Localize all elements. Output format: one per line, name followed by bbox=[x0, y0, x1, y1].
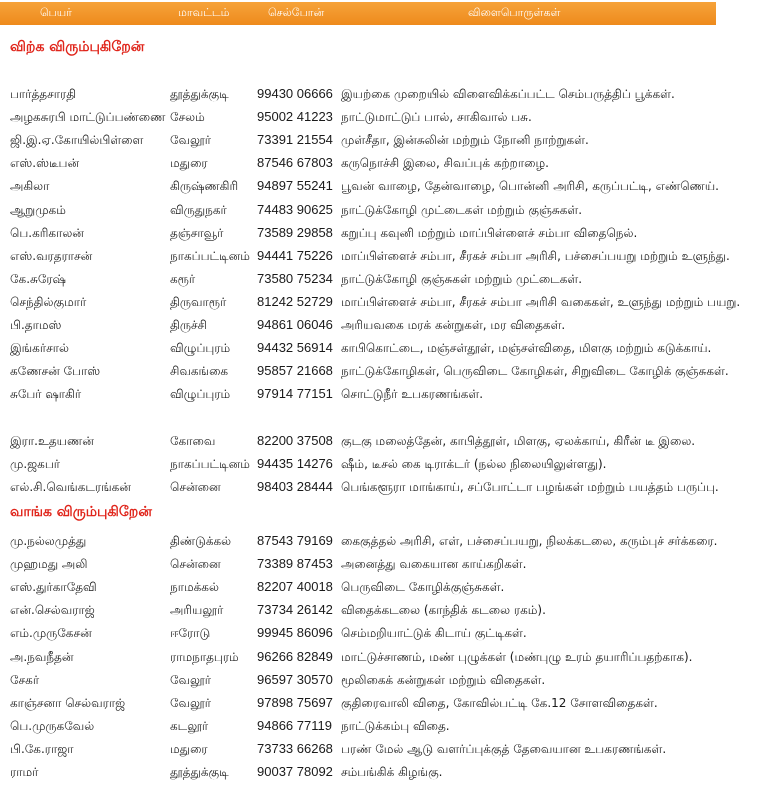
item-cell: விதைக்கடலை (காந்திக் கடலை ரகம்). bbox=[341, 603, 546, 618]
name-cell: பெ.முருகவேல் bbox=[10, 718, 95, 733]
table-row bbox=[0, 577, 760, 600]
table-row bbox=[0, 315, 760, 338]
district-cell: திருச்சி bbox=[170, 318, 207, 332]
phone-cell: 96597 30570 bbox=[257, 671, 333, 687]
item-cell: கைகுத்தல் அரிசி, எள், பச்சைப்பயறு, நிலக்கடலை, கரும்புச் சர்க்கரை. bbox=[341, 534, 718, 548]
district-cell: ராமநாதபுரம் bbox=[170, 649, 239, 664]
name-cell: எம்.முருகேசன் bbox=[10, 626, 92, 641]
name-cell: கே.சுரேஷ் bbox=[10, 271, 66, 286]
table-row bbox=[0, 269, 760, 292]
item-cell: சம்பங்கிக் கிழங்கு. bbox=[341, 765, 443, 779]
name-cell: எஸ்.ஸ்டீபன் bbox=[10, 156, 80, 171]
header-items: விளைபொருள்கள் bbox=[468, 6, 561, 19]
name-cell: எஸ்.வரதராசன் bbox=[10, 248, 93, 263]
table-row bbox=[0, 454, 760, 477]
phone-cell: 94435 14276 bbox=[257, 456, 333, 471]
district-cell: தூத்துக்குடி bbox=[170, 87, 229, 101]
table-row bbox=[0, 670, 760, 693]
item-cell: ஷீம், டீசல் கை டிராக்டர் (நல்ல நிலையிலுள்ளது). bbox=[341, 457, 607, 471]
item-cell: நாட்டுமாட்டுப் பால், சாகிவால் பசு. bbox=[341, 110, 532, 125]
name-cell: எஸ்.துர்காதேவி bbox=[10, 580, 97, 595]
district-cell: சேலம் bbox=[170, 110, 205, 125]
district-cell: திருவாரூர் bbox=[170, 294, 227, 309]
table-row bbox=[0, 716, 760, 739]
item-cell: நாட்டுக்கோழி குஞ்சுகள் மற்றும் முட்டைகள். bbox=[341, 271, 583, 286]
name-cell: சேகர் bbox=[10, 672, 40, 687]
phone-cell: 73389 87453 bbox=[257, 556, 333, 572]
district-cell: நாகப்பட்டினம் bbox=[170, 248, 250, 263]
district-cell: கோவை bbox=[170, 433, 216, 448]
phone-cell: 99945 86096 bbox=[257, 625, 333, 641]
phone-cell: 97898 75697 bbox=[257, 694, 333, 710]
buy-section-title: வாங்க விரும்புகிறேன் bbox=[10, 504, 152, 520]
item-cell: மூலிகைக் கன்றுகள் மற்றும் விதைகள். bbox=[341, 672, 546, 687]
phone-cell: 73734 26142 bbox=[257, 602, 333, 618]
table-row bbox=[0, 431, 760, 454]
name-cell: பி.கே.ராஜா bbox=[10, 741, 74, 756]
district-cell: விழுப்புரம் bbox=[170, 387, 231, 402]
item-cell: காபிகொட்டை, மஞ்சள்தூள், மஞ்சள்விதை, மிளகு மற்றும் கடுக்காய். bbox=[341, 341, 712, 356]
district-cell: தஞ்சாவூர் bbox=[170, 225, 224, 240]
table-row bbox=[0, 292, 760, 315]
district-cell: மதுரை bbox=[170, 156, 208, 171]
name-cell: சுபேர் ஷாகிர் bbox=[10, 387, 82, 402]
sell-section-title: விற்க விரும்புகிறேன் bbox=[10, 39, 145, 55]
table-row bbox=[0, 762, 760, 785]
table-row bbox=[0, 246, 760, 269]
name-cell: கணேசன் போஸ் bbox=[10, 364, 101, 379]
phone-cell: 73391 21554 bbox=[257, 132, 333, 148]
phone-cell: 82200 37508 bbox=[257, 432, 333, 448]
item-cell: பூவன் வாழை, தேன்வாழை, பொன்னி அரிசி, கருப்பட்டி, எண்ணெய். bbox=[341, 179, 719, 194]
header-name: பெயர் bbox=[40, 6, 72, 19]
table-row bbox=[0, 176, 760, 199]
item-cell: கருநொச்சி இலை, சிவப்புக் கற்றாழை. bbox=[341, 156, 549, 171]
phone-cell: 95002 41223 bbox=[257, 109, 333, 125]
table-row bbox=[0, 107, 760, 130]
item-cell: குதிரைவாலி விதை, கோவில்பட்டி கே.12 சோளவிதைகள். bbox=[341, 695, 658, 710]
district-cell: ஈரோடு bbox=[170, 626, 211, 641]
table-row bbox=[0, 693, 760, 716]
name-cell: என்.செல்வராஜ் bbox=[10, 603, 95, 618]
name-cell: ராமர் bbox=[10, 765, 39, 779]
district-cell: சிவகங்கை bbox=[170, 364, 229, 379]
table-row bbox=[0, 200, 760, 223]
column-header-bar bbox=[0, 2, 716, 25]
district-cell: கரூர் bbox=[170, 271, 196, 286]
table-row bbox=[0, 130, 760, 153]
name-cell: ஆறுமுகம் bbox=[10, 202, 66, 217]
name-cell: ஜி.இ.ஏ.கோயில்பிள்ளை bbox=[10, 133, 144, 148]
name-cell: பி.தாமஸ் bbox=[10, 318, 62, 332]
item-cell: பரண் மேல் ஆடு வளர்ப்புக்குத் தேவையான உபகரணங்கள். bbox=[341, 741, 667, 756]
district-cell: கிருஷ்ணகிரி bbox=[170, 179, 239, 194]
item-cell: மாட்டுச்சாணம், மண் புழுக்கள் (மண்புழு உரம் தயாரிப்பதற்காக). bbox=[341, 649, 693, 664]
district-cell: வேலூர் bbox=[170, 672, 211, 687]
name-cell: இங்கர்சால் bbox=[10, 341, 70, 356]
table-row bbox=[0, 153, 760, 176]
phone-cell: 94897 55241 bbox=[257, 178, 333, 194]
phone-cell: 87543 79169 bbox=[257, 533, 333, 548]
name-cell: அழகசுரபி மாட்டுப்பண்ணை bbox=[10, 110, 166, 125]
district-cell: கடலூர் bbox=[170, 718, 209, 733]
item-cell: நாட்டுக்கோழிகள், பெருவிடை கோழிகள், சிறுவிடை கோழிக் குஞ்சுகள். bbox=[341, 364, 729, 379]
item-cell: சொட்டுநீர் உபகரணங்கள். bbox=[341, 387, 484, 402]
name-cell: மு.ஜகபர் bbox=[10, 457, 61, 471]
item-cell: குடகு மலைத்தேன், காபித்தூள், மிளகு, ஏலக்காய், கிரீன் டீ இலை. bbox=[341, 433, 696, 448]
district-cell: சென்னை bbox=[170, 557, 221, 572]
name-cell: அ.நவநீதன் bbox=[10, 649, 74, 664]
phone-cell: 87546 67803 bbox=[257, 155, 333, 171]
phone-cell: 74483 90625 bbox=[257, 201, 333, 217]
phone-cell: 81242 52729 bbox=[257, 293, 333, 309]
table-row bbox=[0, 623, 760, 646]
district-cell: வேலூர் bbox=[170, 695, 211, 710]
phone-cell: 94866 77119 bbox=[257, 717, 332, 733]
phone-cell: 95857 21668 bbox=[257, 363, 333, 379]
name-cell: செந்தில்குமார் bbox=[10, 294, 87, 309]
item-cell: மாப்பிள்ளைச் சம்பா, சீரகச் சம்பா அரிசி வகைகள், உளுந்து மற்றும் பயறு. bbox=[341, 294, 741, 309]
name-cell: மு.நல்லமுத்து bbox=[10, 534, 87, 548]
table-row bbox=[0, 647, 760, 670]
name-cell: அகிலா bbox=[10, 179, 50, 194]
phone-cell: 98403 28444 bbox=[257, 479, 333, 495]
district-cell: அரியலூர் bbox=[170, 603, 224, 618]
district-cell: தூத்துக்குடி bbox=[170, 765, 229, 779]
table-row bbox=[0, 361, 760, 384]
district-cell: வேலூர் bbox=[170, 133, 211, 148]
phone-cell: 97914 77151 bbox=[257, 386, 333, 402]
phone-cell: 90037 78092 bbox=[257, 764, 333, 779]
table-row bbox=[0, 84, 760, 107]
phone-cell: 94441 75226 bbox=[257, 247, 333, 263]
table-row bbox=[0, 223, 760, 246]
district-cell: மதுரை bbox=[170, 741, 208, 756]
district-cell: திண்டுக்கல் bbox=[170, 534, 232, 548]
phone-cell: 73580 75234 bbox=[257, 270, 333, 286]
table-row bbox=[0, 739, 760, 762]
name-cell: பார்த்தசாரதி bbox=[10, 87, 77, 101]
header-phone: செல்போன் bbox=[268, 6, 325, 19]
item-cell: அனைத்து வகையான காய்கறிகள். bbox=[341, 557, 527, 572]
item-cell: நாட்டுக்கோழி முட்டைகள் மற்றும் குஞ்சுகள். bbox=[341, 202, 583, 217]
item-cell: கறுப்பு கவுனி மற்றும் மாப்பிள்ளைச் சம்பா விதைநெல். bbox=[341, 225, 638, 240]
table-row bbox=[0, 477, 760, 500]
item-cell: நாட்டுக்கம்பு விதை. bbox=[341, 718, 450, 733]
item-cell: பெங்களூரா மாங்காய், சப்போட்டா பழங்கள் மற்றும் பயத்தம் பருப்பு. bbox=[341, 480, 719, 495]
name-cell: காஞ்சனா செல்வராஜ் bbox=[10, 695, 126, 710]
item-cell: செம்மறியாட்டுக் கிடாய் குட்டிகள். bbox=[341, 626, 527, 641]
item-cell: பெருவிடை கோழிக்குஞ்சுகள். bbox=[341, 580, 505, 595]
name-cell: இரா.உதயணன் bbox=[10, 433, 94, 448]
name-cell: எல்.சி.வெங்கடரங்கன் bbox=[10, 480, 131, 495]
phone-cell: 73589 29858 bbox=[257, 224, 333, 240]
name-cell: பெ.கரிகாலன் bbox=[10, 225, 84, 240]
district-cell: விழுப்புரம் bbox=[170, 341, 231, 356]
table-row bbox=[0, 554, 760, 577]
name-cell: முஹமது அலி bbox=[10, 557, 88, 572]
table-row bbox=[0, 384, 760, 407]
item-cell: முள்சீதா, இன்சுலின் மற்றும் நோனி நாற்றுகள். bbox=[341, 133, 589, 148]
phone-cell: 99430 06666 bbox=[257, 86, 333, 101]
item-cell: இயற்கை முறையில் விளைவிக்கப்பட்ட செம்பருத்திப் பூக்கள். bbox=[341, 87, 675, 101]
table-row bbox=[0, 600, 760, 623]
district-cell: நாமக்கல் bbox=[170, 580, 219, 595]
item-cell: மாப்பிள்ளைச் சம்பா, சீரகச் சம்பா அரிசி, பச்சைப்பயறு மற்றும் உளுந்து. bbox=[341, 248, 730, 263]
phone-cell: 96266 82849 bbox=[257, 648, 333, 664]
header-district: மாவட்டம் bbox=[178, 6, 230, 19]
phone-cell: 94861 06046 bbox=[257, 317, 333, 332]
district-cell: நாகப்பட்டினம் bbox=[170, 457, 250, 471]
table-row bbox=[0, 531, 760, 554]
district-cell: விருதுநகர் bbox=[170, 202, 227, 217]
phone-cell: 94432 56914 bbox=[257, 340, 333, 356]
item-cell: அரியவகை மரக் கன்றுகள், மர விதைகள். bbox=[341, 318, 566, 332]
phone-cell: 73733 66268 bbox=[257, 740, 333, 756]
district-cell: சென்னை bbox=[170, 480, 221, 495]
phone-cell: 82207 40018 bbox=[257, 579, 333, 595]
table-row bbox=[0, 338, 760, 361]
